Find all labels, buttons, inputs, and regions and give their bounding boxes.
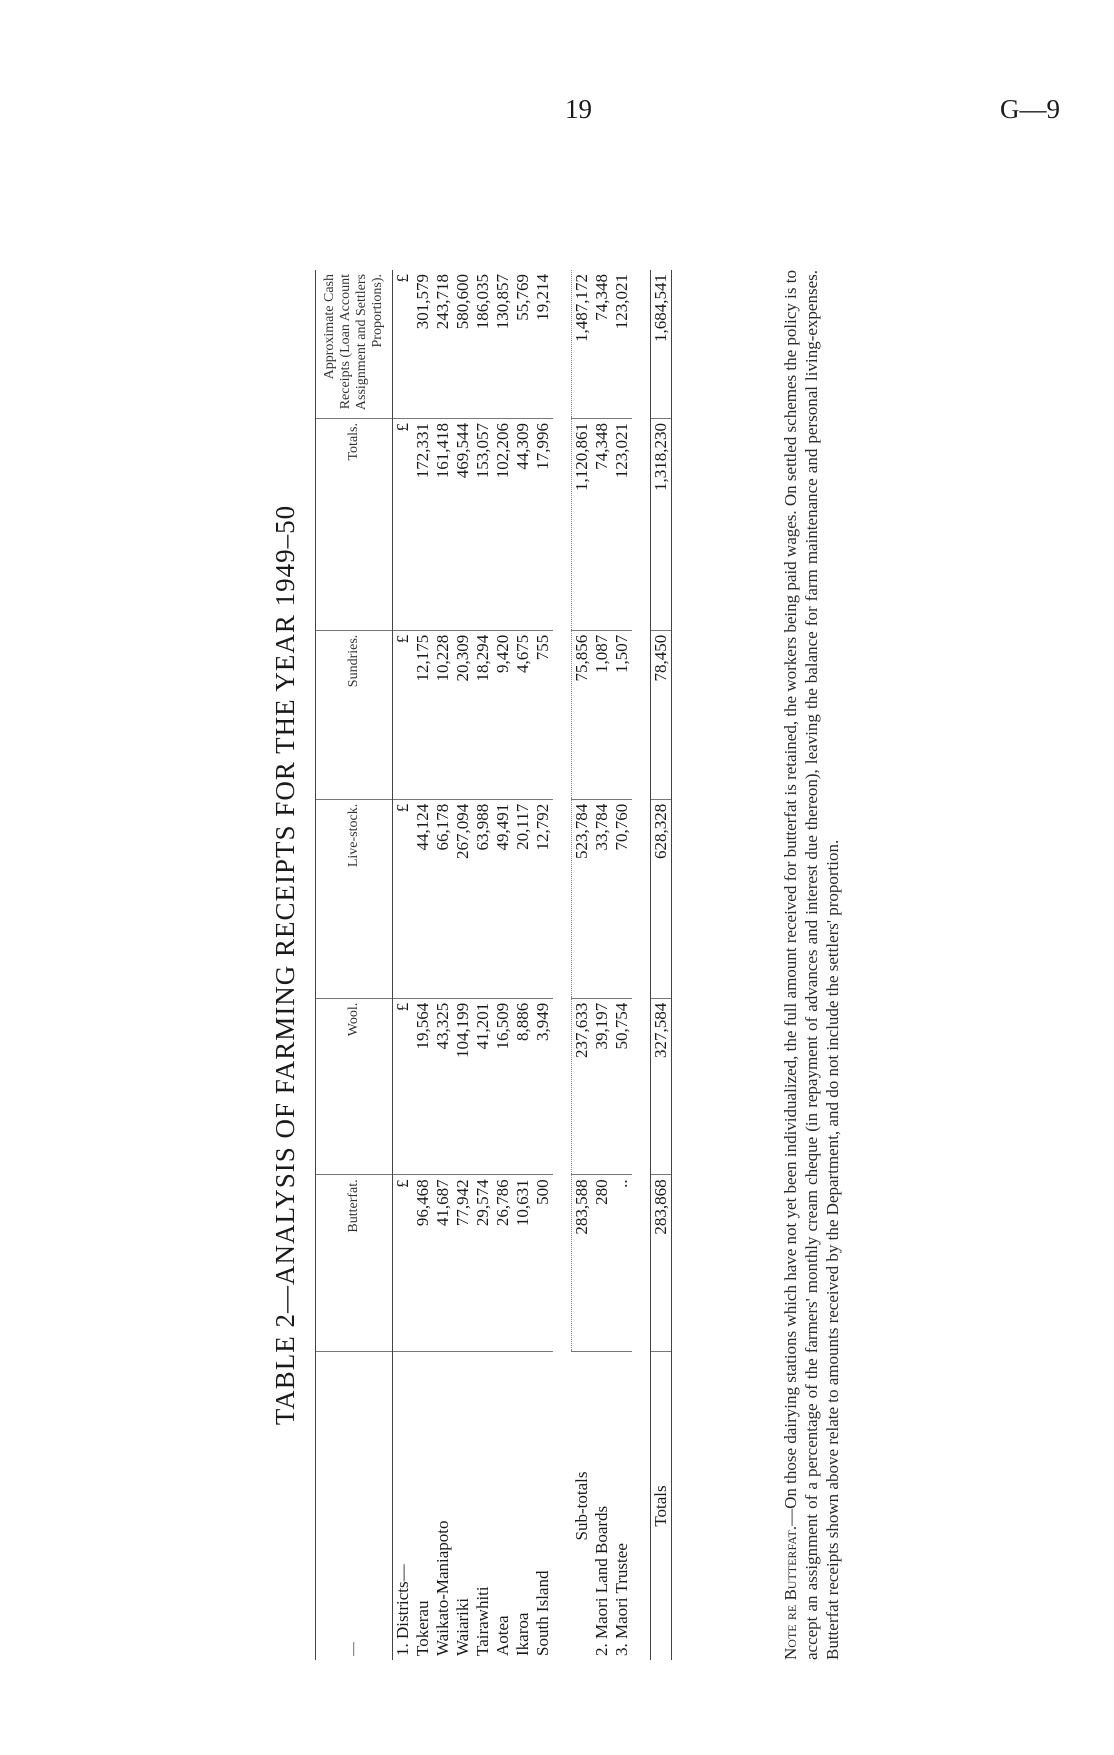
cell-butterfat: 10,631	[513, 1175, 533, 1352]
header-wool: Wool.	[316, 998, 393, 1175]
table-row	[612, 270, 632, 1660]
page-number: 19	[565, 94, 592, 124]
cell-livestock: 20,117	[513, 799, 533, 998]
header-totals: Totals.	[316, 419, 393, 631]
cell-wool: 41,201	[473, 998, 493, 1175]
cell-totals: 17,996	[533, 419, 553, 631]
header-cash-receipts: Approximate Cash Receipts (Loan Account Assignment and Settlers Proportions).	[316, 270, 393, 419]
cell-livestock: 12,792	[533, 799, 553, 998]
cell-wool: 8,886	[513, 998, 533, 1175]
table-row	[533, 270, 553, 1660]
cell-cash: 123,021	[612, 270, 632, 419]
table-row	[413, 270, 433, 1660]
district-name: Waiariki	[453, 1597, 472, 1656]
cell-sundries: 4,675	[513, 630, 533, 799]
cell-sundries: 18,294	[473, 630, 493, 799]
cell-livestock: 267,094	[453, 799, 473, 998]
board-name: 3. Maori Trustee	[612, 1543, 631, 1656]
cell-wool: 19,564	[413, 998, 433, 1175]
cell-totals: 123,021	[612, 419, 632, 631]
cell-totals: 469,544	[453, 419, 473, 631]
header-sundries: Sundries.	[316, 630, 393, 799]
currency-symbol: £	[393, 1175, 414, 1352]
section-label: 1. Districts—	[393, 1564, 412, 1656]
table-row	[592, 270, 612, 1660]
currency-symbol: £	[393, 630, 414, 799]
rotated-table-block	[270, 215, 910, 1715]
board-name: 2. Maori Land Boards	[592, 1505, 611, 1656]
table-row	[513, 270, 533, 1660]
cell-cash: 55,769	[513, 270, 533, 419]
cell-sundries: 9,420	[493, 630, 513, 799]
cell-livestock: 66,178	[433, 799, 453, 998]
cell-sundries: 20,309	[453, 630, 473, 799]
cell-cash: 1,487,172	[572, 270, 593, 419]
cell-cash: 243,718	[433, 270, 453, 419]
cell-butterfat: 77,942	[453, 1175, 473, 1352]
cell-cash: 580,600	[453, 270, 473, 419]
spacer-row	[632, 270, 651, 1660]
cell-butterfat: 41,687	[433, 1175, 453, 1352]
header-stub: —	[316, 1352, 393, 1661]
cell-totals: 1,120,861	[572, 419, 593, 631]
spacer-row	[553, 270, 572, 1660]
cell-butterfat: 280	[592, 1175, 612, 1352]
cell-sundries: 755	[533, 630, 553, 799]
currency-symbol: £	[393, 419, 414, 631]
cell-cash: 186,035	[473, 270, 493, 419]
cell-sundries: 12,175	[413, 630, 433, 799]
cell-livestock: 63,988	[473, 799, 493, 998]
cell-totals: 1,318,230	[651, 419, 672, 631]
table-row	[453, 270, 473, 1660]
cell-wool: 104,199	[453, 998, 473, 1175]
header-livestock: Live-stock.	[316, 799, 393, 998]
header-butterfat: Butterfat.	[316, 1175, 393, 1352]
totals-row	[651, 270, 672, 1660]
totals-label: Totals	[651, 1352, 672, 1661]
note-heading: Note re Butterfat.	[781, 1525, 800, 1660]
cell-wool: 50,754	[612, 998, 632, 1175]
cell-cash: 74,348	[592, 270, 612, 419]
cell-cash: 130,857	[493, 270, 513, 419]
currency-row	[393, 270, 414, 1660]
district-name: Ikaroa	[513, 1612, 532, 1656]
cell-sundries: 10,228	[433, 630, 453, 799]
cell-butterfat: 283,588	[572, 1175, 593, 1352]
cell-butterfat: 283,868	[651, 1175, 672, 1352]
cell-cash: 301,579	[413, 270, 433, 419]
cell-butterfat: 29,574	[473, 1175, 493, 1352]
district-name: South Island	[533, 1570, 552, 1656]
header-row	[316, 270, 393, 1660]
series-code: G—9	[1000, 94, 1060, 124]
cell-sundries: 1,087	[592, 630, 612, 799]
currency-symbol: £	[393, 799, 414, 998]
cell-wool: 327,584	[651, 998, 672, 1175]
cell-livestock: 49,491	[493, 799, 513, 998]
cell-butterfat: ..	[612, 1175, 632, 1352]
cell-sundries: 78,450	[651, 630, 672, 799]
cell-totals: 74,348	[592, 419, 612, 631]
cell-butterfat: 96,468	[413, 1175, 433, 1352]
subtotal-row	[572, 270, 593, 1660]
district-name: Tokerau	[413, 1600, 432, 1656]
table-row	[473, 270, 493, 1660]
table-row	[433, 270, 453, 1660]
cell-butterfat: 26,786	[493, 1175, 513, 1352]
cell-cash: 1,684,541	[651, 270, 672, 419]
cell-livestock: 44,124	[413, 799, 433, 998]
table-title: TABLE 2—ANALYSIS OF FARMING RECEIPTS FOR THE YEAR 1949–50	[270, 504, 300, 1426]
cell-butterfat: 500	[533, 1175, 553, 1352]
cell-totals: 102,206	[493, 419, 513, 631]
table-row	[493, 270, 513, 1660]
district-name: Aotea	[493, 1615, 512, 1656]
cell-sundries: 75,856	[572, 630, 593, 799]
cell-totals: 44,309	[513, 419, 533, 631]
farming-receipts-table	[315, 270, 672, 1660]
cell-totals: 153,057	[473, 419, 493, 631]
cell-cash: 19,214	[533, 270, 553, 419]
cell-wool: 43,325	[433, 998, 453, 1175]
cell-totals: 172,331	[413, 419, 433, 631]
cell-wool: 39,197	[592, 998, 612, 1175]
cell-livestock: 628,328	[651, 799, 672, 998]
district-name: Tairawhiti	[473, 1586, 492, 1656]
cell-wool: 3,949	[533, 998, 553, 1175]
cell-sundries: 1,507	[612, 630, 632, 799]
currency-symbol: £	[393, 998, 414, 1175]
butterfat-note	[780, 270, 843, 1660]
cell-totals: 161,418	[433, 419, 453, 631]
cell-livestock: 70,760	[612, 799, 632, 998]
note-text: —On those dairying stations which have not yet been individualized, the full amount received for butterfat is retained, the workers being paid wages. On settled schemes the policy is to accept an assignment of a percentage of the farmers' monthly cream cheque (in repayment of advances and interest due thereon), leaving the balance for farm maintenance and personal living-expenses. Butterfat receipts shown above relate to amounts received by the Department, and do not include the settlers' proportion.	[781, 270, 842, 1660]
currency-symbol: £	[393, 270, 414, 419]
cell-wool: 237,633	[572, 998, 593, 1175]
cell-livestock: 523,784	[572, 799, 593, 998]
cell-livestock: 33,784	[592, 799, 612, 998]
cell-wool: 16,509	[493, 998, 513, 1175]
district-name: Waikato-Maniapoto	[433, 1520, 452, 1656]
subtotal-label: Sub-totals	[571, 1471, 591, 1541]
